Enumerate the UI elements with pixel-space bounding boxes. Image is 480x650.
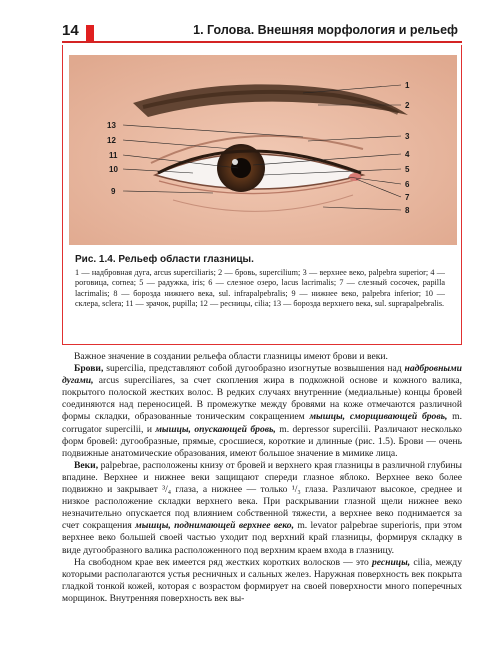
body-text (62, 351, 462, 605)
term: Брови, (74, 363, 104, 375)
paragraph: Веки, palpebrae, расположены книзу от бровей и верхнего края глазницы в различной глубины впадине. Верхнее и нижнее веки защищают спереди глазное яблоко. Верхнее веко более подвижно и закрывает ³/₄ глаза, а нижнее — только ¹/₃ глаза. Различают высокое, среднее и низкое расположение складки верхнего века. При раскрывании глазной щели нижнее веко незначительно опускается под влиянием собственной тяжести, а верхнее веко поднимается за счет сокращения мышцы, поднимающей верхнее веко, m. levator palpebrae superioris, при этом верхнее веко большей своей частью уходит под верхний край глазницы, формируя складку в виде дугообразного валика расположенного под верхним краем входа в глазницу. (62, 459, 462, 556)
page-header (0, 0, 480, 44)
figure-caption: 1 — надбровная дуга, arcus superciliaris; 2 — бровь, supercilium; 3 — верхнее веко, palpebra superior; 4 — роговица, cornea; 5 — радужка, iris; 6 — слезное озеро, lacus lacrimalis; 7 — слезный сосочек, papilla lacrimalis; 8 — борозда нижнего века, sul. infrapalpebralis; 9 — нижнее веко, palpebra inferior; 10 — склера, sclera; 11 — зрачок, pupilla; 12 — ресницы, cilia; 13 — борозда верхнего века, sul. suprapalpebralis. (75, 268, 445, 309)
paragraph: На свободном крае век имеется ряд жестких коротких волосков — это ресницы, cilia, между которыми располагаются устья ресничных и сальных желез. Наружная поверхность век покрыта гладкой тонкой кожей, которая с возрастом формирует на своей поверхности много поперечных морщинок. Внутренняя поверхность век вы- (62, 556, 462, 604)
header-rule (62, 41, 462, 43)
page-number: 14 (62, 22, 79, 39)
paragraph: Важное значение в создании рельефа области глазницы имеют брови и веки. (74, 351, 388, 362)
callout-13: 13 (107, 121, 116, 130)
paragraph: Брови, supercilia, представляют собой дугообразно изогнутые возвышения над надбровными дугами, arcus superciliares, за счет скопления жира в подкожной основе и кожного валика, покрытого полоской жестких волос. В редких случаях внутренние (медиальные) концы бровей соединяются над переносицей. В промежутке между бровями на коже отмечаются различной формы складки, образованные тоническим сокращением мышцы, сморщивающей бровь, m. corrugator supercilii, и мышцы, опускающей бровь, m. depressor supercilii. Различают несколько форм бровей: дугообразные, прямые, сросшиеся, короткие и длинные (рис. 1.5). Брови — очень подвижные анатомические образования, имеют большое значение в мимике лица. (62, 363, 463, 459)
callout-10: 10 (109, 165, 118, 174)
chapter-title: 1. Голова. Внешняя морфология и рельеф (193, 23, 458, 37)
callout-1: 1 (405, 81, 410, 90)
figure-title: Рис. 1.4. Рельеф области глазницы. (75, 254, 254, 265)
callout-12: 12 (107, 136, 116, 145)
callout-5: 5 (405, 165, 410, 174)
callout-7: 7 (405, 193, 410, 202)
callout-6: 6 (405, 180, 410, 189)
callout-3: 3 (405, 132, 410, 141)
callout-4: 4 (405, 150, 410, 159)
callout-9: 9 (111, 187, 116, 196)
callout-8: 8 (405, 206, 410, 215)
term: Веки, (74, 459, 99, 471)
red-marker (86, 25, 94, 41)
callout-2: 2 (405, 101, 410, 110)
callout-11: 11 (109, 151, 118, 160)
